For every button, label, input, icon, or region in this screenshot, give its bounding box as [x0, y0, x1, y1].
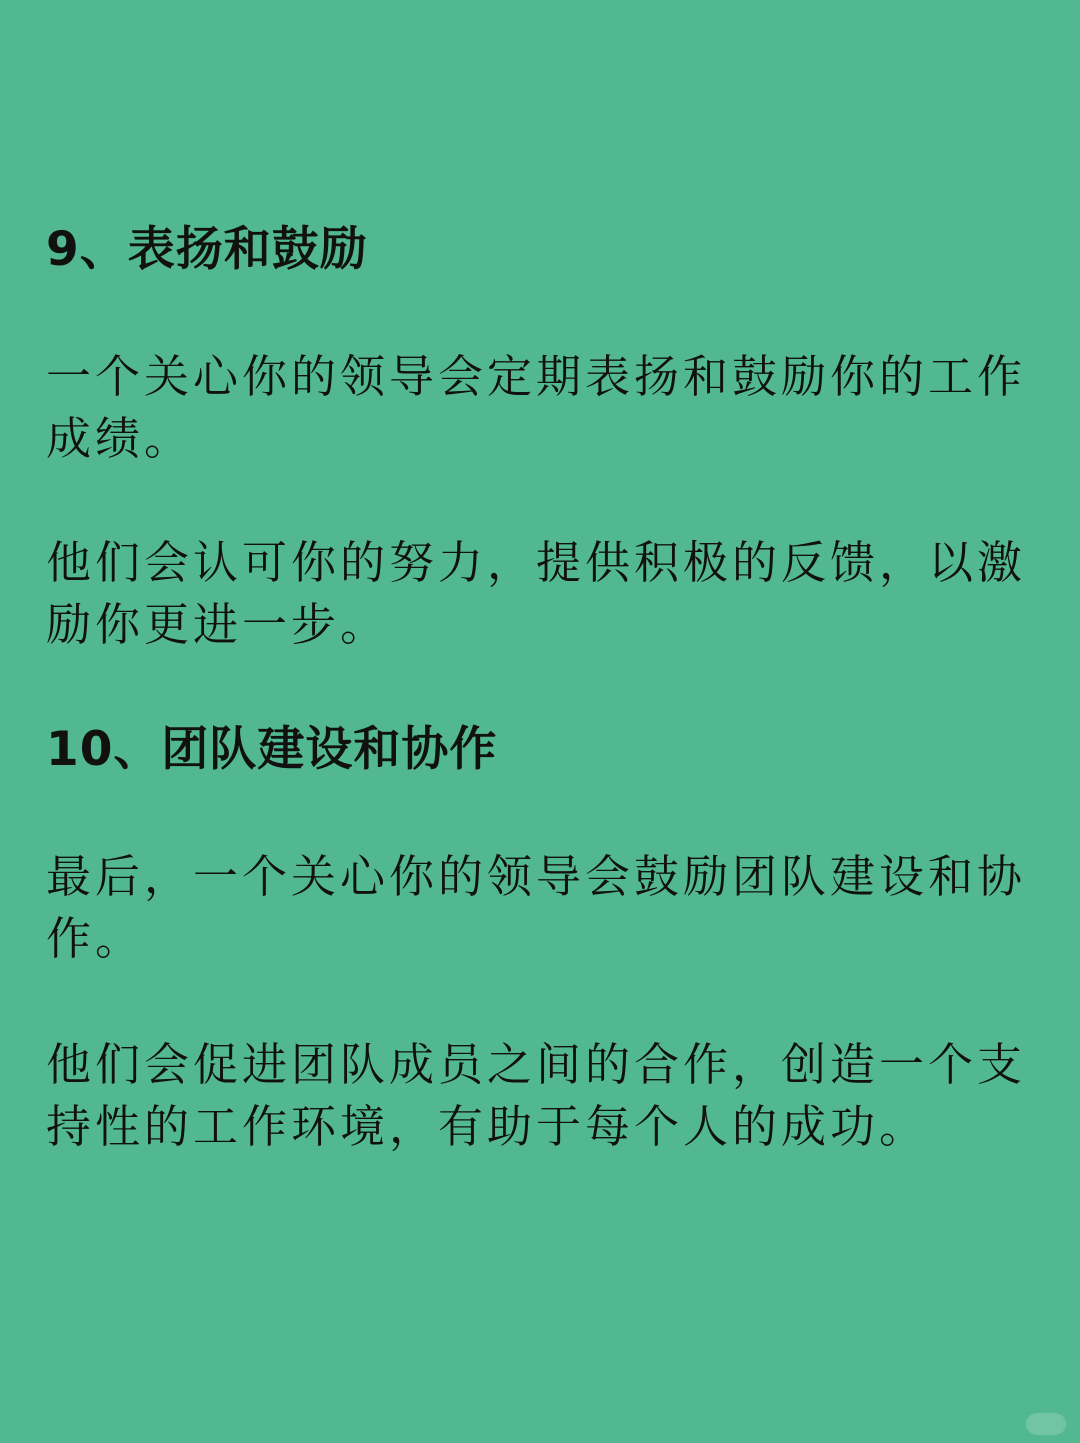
content-area	[46, 0, 1036, 1443]
section-9-paragraph-1: 一个关心你的领导会定期表扬和鼓励你的工作成绩。	[46, 350, 1027, 465]
section-9-paragraph-2: 他们会认可你的努力，提供积极的反馈，以激励你更进一步。	[46, 536, 1027, 651]
section-heading-10: 10、团队建设和协作	[46, 722, 498, 777]
section-10-paragraph-1: 最后，一个关心你的领导会鼓励团队建设和协作。	[46, 850, 1027, 965]
watermark-badge	[1026, 1413, 1066, 1435]
section-heading-9: 9、表扬和鼓励	[46, 222, 368, 277]
section-10-paragraph-2: 他们会促进团队成员之间的合作，创造一个支持性的工作环境，有助于每个人的成功。	[46, 1038, 1027, 1153]
